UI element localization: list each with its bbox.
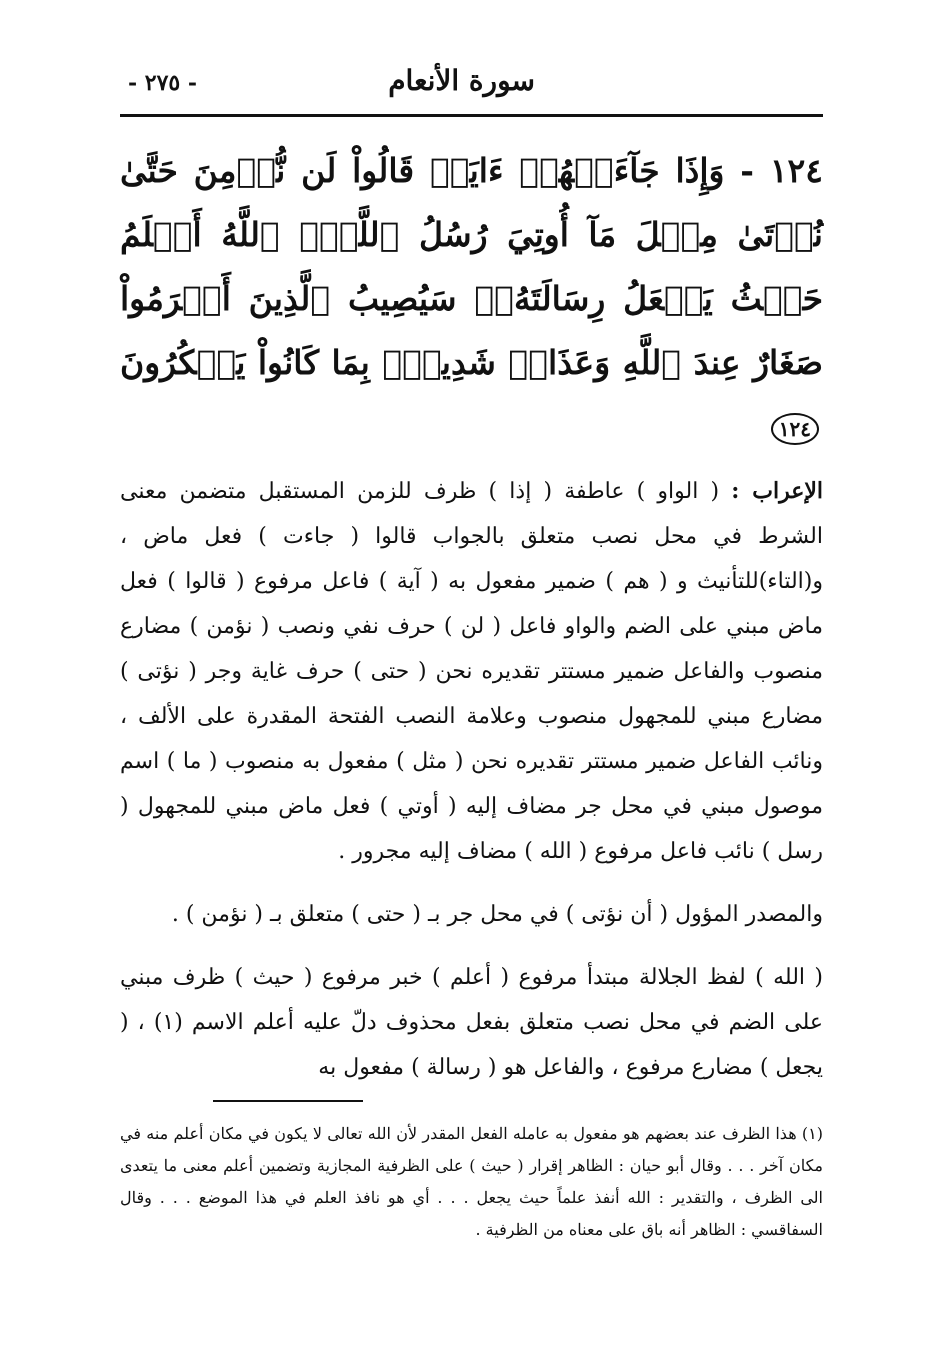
verse-text: وَإِذَا جَآءَتۡهُمۡ ءَايَةٞ قَالُواْ لَن نُّؤۡمِنَ حَتَّىٰ نُؤۡتَىٰ مِثۡلَ مَآ أُوتِيَ رُسُلُ ٱللَّهِۘ ٱللَّهُ أَعۡلَمُ حَيۡثُ يَجۡعَلُ رِسَالَتَهُۥۗ سَيُصِيبُ ٱلَّذِينَ أَجۡرَمُواْ صَغَارٌ عِندَ ٱللَّهِ وَعَذَابٞ شَدِيدُۢ بِمَا كَانُواْ يَمۡكُرُونَ <box>120 151 823 382</box>
irab-paragraph-2: والمصدر المؤول ( أن نؤتى ) في محل جر بـ ( حتى ) متعلق بـ ( نؤمن ) . <box>171 902 823 927</box>
irab-paragraph-1-text: ( الواو ) عاطفة ( إذا ) ظرف للزمن المستقبل متضمن معنى الشرط في محل نصب متعلق بالجواب قالوا ( جاءت ) فعل ماض ، و(التاء)للتأنيث و ( هم ) ضمير مفعول به ( آية ) فاعل مرفوع ( قالوا ) فعل ماض مبني على الضم والواو فاعل ( لن ) حرف نفي ونصب ( نؤمن ) مضارع منصوب والفاعل ضمير مستتر تقديره نحن ( حتى ) حرف غاية وجر ( نؤتى ) مضارع مبني للمجهول منصوب وعلامة النصب الفتحة المقدرة على الألف ، ونائب الفاعل ضمير مستتر تقديره نحن ( مثل ) مفعول به منصوب ( ما ) اسم موصول مبني في محل جر مضاف إليه ( أوتي ) فعل ماض مبني للمجهول ( رسل ) نائب فاعل مرفوع ( الله ) مضاف إليه مجرور . <box>120 479 823 864</box>
page-number: - ٢٧٥ - <box>128 70 198 96</box>
surah-title: سورة الأنعام <box>388 64 535 97</box>
irab-label: الإعراب : <box>731 478 824 504</box>
irab-paragraph-3: ( الله ) لفظ الجلالة مبتدأ مرفوع ( أعلم ) خبر مرفوع ( حيث ) ظرف مبني على الضم في محل نصب متعلق بفعل محذوف دلّ عليه أعلم الاسم (١) ، ( يجعل ) مضارع مرفوع ، والفاعل هو ( رسالة ) مفعول به <box>120 965 823 1080</box>
page-header <box>120 60 823 117</box>
quran-verse <box>120 139 823 459</box>
footnote-divider <box>213 1100 363 1102</box>
irab-paragraph-1 <box>120 469 823 874</box>
verse-number: ١٢٤ - <box>740 151 823 190</box>
footnote: (١) هذا الظرف عند بعضهم هو مفعول به عامله الفعل المقدر لأن الله تعالى لا يكون في مكان أعلم منه في مكان آخر . . . وقال أبو حيان : الظاهر إقرار ( حيث ) على الظرفية المجازية وتضمين أعلم معنى ما يتعدى الى الظرف ، والتقدير : الله أنفذ علماً حيث يجعل . . . أي هو نافذ العلم في هذا الموضع . . . وقال السفاقسي : الظاهر أنه باق على معناه من الظرفية . <box>120 1124 824 1239</box>
book-page <box>120 60 823 1300</box>
verse-end-marker: ١٢٤ <box>771 413 819 445</box>
